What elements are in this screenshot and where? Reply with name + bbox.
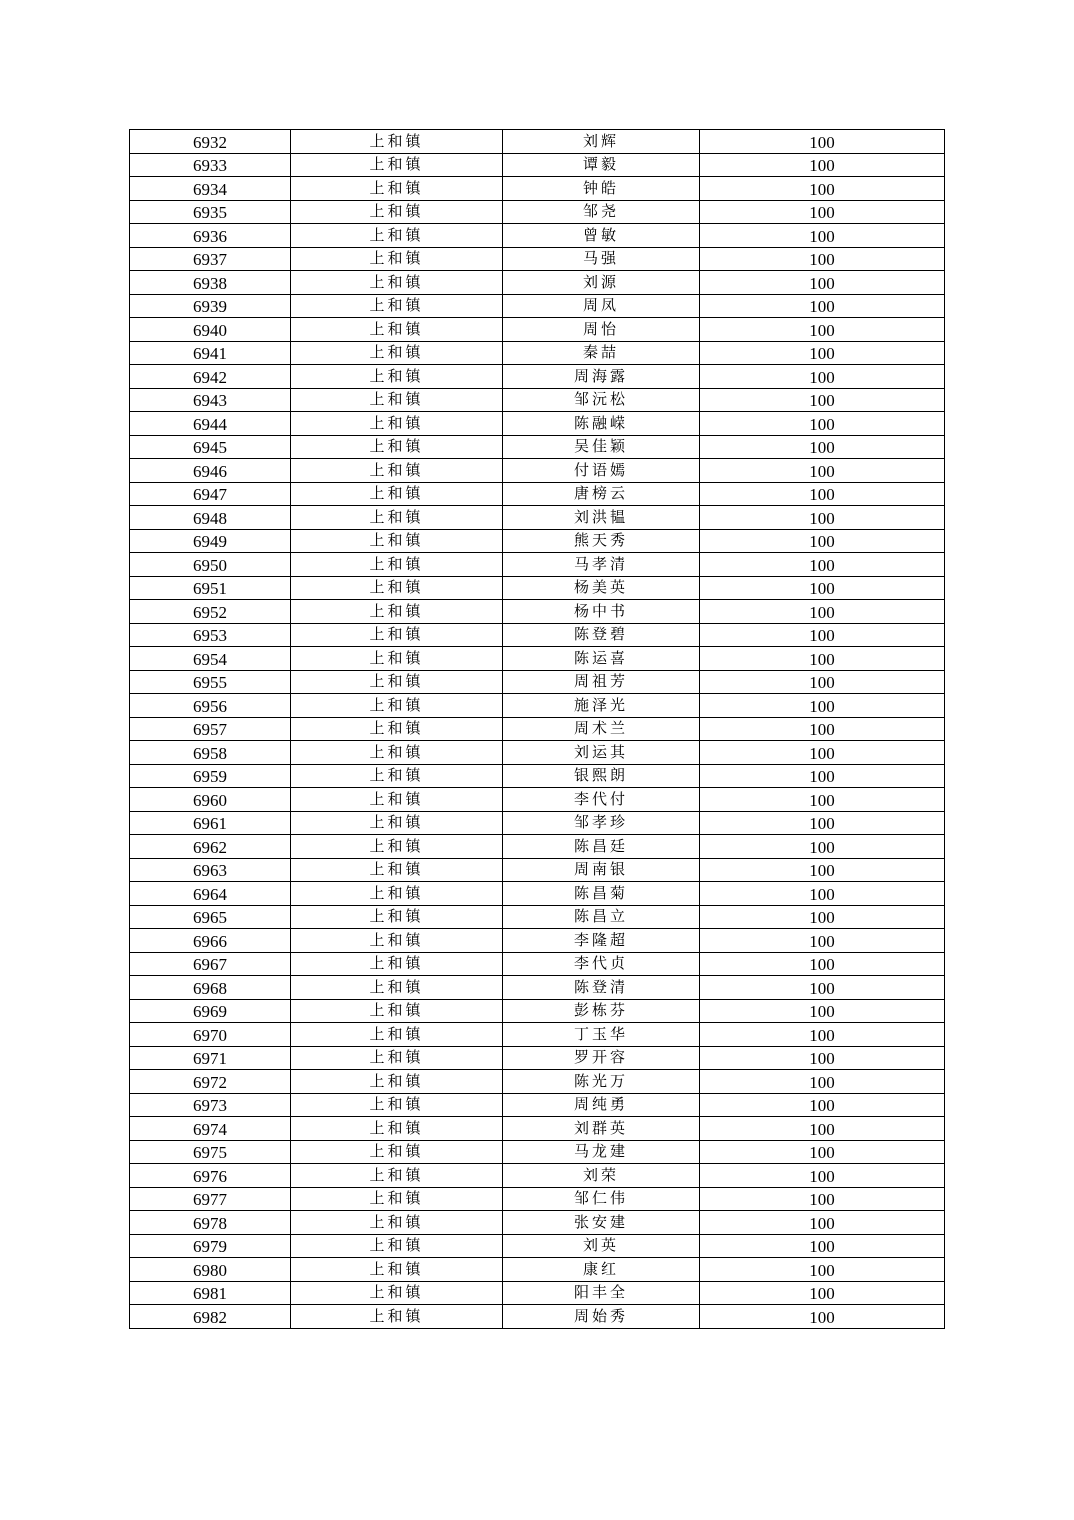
serial-number-cell: 6974 bbox=[130, 1117, 291, 1141]
person-name-cell: 陈登碧 bbox=[503, 623, 700, 647]
serial-number-cell: 6963 bbox=[130, 858, 291, 882]
table-row bbox=[130, 1164, 945, 1188]
town-cell: 上和镇 bbox=[291, 1023, 503, 1047]
town-cell: 上和镇 bbox=[291, 576, 503, 600]
person-name-cell: 周凤 bbox=[503, 294, 700, 318]
serial-number-cell: 6941 bbox=[130, 341, 291, 365]
serial-number-cell: 6944 bbox=[130, 412, 291, 436]
amount-cell: 100 bbox=[700, 1093, 945, 1117]
town-cell: 上和镇 bbox=[291, 506, 503, 530]
serial-number-cell: 6958 bbox=[130, 741, 291, 765]
serial-number-cell: 6977 bbox=[130, 1187, 291, 1211]
serial-number-cell: 6972 bbox=[130, 1070, 291, 1094]
subsidy-list-table bbox=[129, 129, 945, 1329]
person-name-cell: 李代付 bbox=[503, 788, 700, 812]
person-name-cell: 吴佳颖 bbox=[503, 435, 700, 459]
amount-cell: 100 bbox=[700, 1164, 945, 1188]
person-name-cell: 钟皓 bbox=[503, 177, 700, 201]
table-row bbox=[130, 200, 945, 224]
table-row bbox=[130, 153, 945, 177]
town-cell: 上和镇 bbox=[291, 200, 503, 224]
amount-cell: 100 bbox=[700, 811, 945, 835]
person-name-cell: 彭栋芬 bbox=[503, 999, 700, 1023]
town-cell: 上和镇 bbox=[291, 952, 503, 976]
serial-number-cell: 6954 bbox=[130, 647, 291, 671]
amount-cell: 100 bbox=[700, 1046, 945, 1070]
serial-number-cell: 6949 bbox=[130, 529, 291, 553]
table-row bbox=[130, 835, 945, 859]
town-cell: 上和镇 bbox=[291, 294, 503, 318]
town-cell: 上和镇 bbox=[291, 788, 503, 812]
amount-cell: 100 bbox=[700, 647, 945, 671]
amount-cell: 100 bbox=[700, 224, 945, 248]
person-name-cell: 陈昌立 bbox=[503, 905, 700, 929]
amount-cell: 100 bbox=[700, 1211, 945, 1235]
amount-cell: 100 bbox=[700, 882, 945, 906]
serial-number-cell: 6975 bbox=[130, 1140, 291, 1164]
town-cell: 上和镇 bbox=[291, 764, 503, 788]
serial-number-cell: 6970 bbox=[130, 1023, 291, 1047]
table-row bbox=[130, 1258, 945, 1282]
town-cell: 上和镇 bbox=[291, 247, 503, 271]
table-row bbox=[130, 717, 945, 741]
town-cell: 上和镇 bbox=[291, 365, 503, 389]
table-row bbox=[130, 882, 945, 906]
amount-cell: 100 bbox=[700, 905, 945, 929]
serial-number-cell: 6945 bbox=[130, 435, 291, 459]
amount-cell: 100 bbox=[700, 600, 945, 624]
amount-cell: 100 bbox=[700, 553, 945, 577]
serial-number-cell: 6935 bbox=[130, 200, 291, 224]
town-cell: 上和镇 bbox=[291, 1140, 503, 1164]
serial-number-cell: 6976 bbox=[130, 1164, 291, 1188]
table-row bbox=[130, 670, 945, 694]
person-name-cell: 曾敏 bbox=[503, 224, 700, 248]
serial-number-cell: 6950 bbox=[130, 553, 291, 577]
serial-number-cell: 6973 bbox=[130, 1093, 291, 1117]
amount-cell: 100 bbox=[700, 764, 945, 788]
table-row bbox=[130, 412, 945, 436]
town-cell: 上和镇 bbox=[291, 929, 503, 953]
town-cell: 上和镇 bbox=[291, 600, 503, 624]
serial-number-cell: 6971 bbox=[130, 1046, 291, 1070]
person-name-cell: 刘荣 bbox=[503, 1164, 700, 1188]
table-row bbox=[130, 905, 945, 929]
serial-number-cell: 6933 bbox=[130, 153, 291, 177]
table-row bbox=[130, 623, 945, 647]
serial-number-cell: 6980 bbox=[130, 1258, 291, 1282]
amount-cell: 100 bbox=[700, 623, 945, 647]
person-name-cell: 丁玉华 bbox=[503, 1023, 700, 1047]
person-name-cell: 付语嫣 bbox=[503, 459, 700, 483]
town-cell: 上和镇 bbox=[291, 224, 503, 248]
town-cell: 上和镇 bbox=[291, 388, 503, 412]
serial-number-cell: 6940 bbox=[130, 318, 291, 342]
table-row bbox=[130, 764, 945, 788]
town-cell: 上和镇 bbox=[291, 694, 503, 718]
person-name-cell: 陈运喜 bbox=[503, 647, 700, 671]
amount-cell: 100 bbox=[700, 717, 945, 741]
person-name-cell: 阳丰全 bbox=[503, 1281, 700, 1305]
serial-number-cell: 6952 bbox=[130, 600, 291, 624]
table-row bbox=[130, 929, 945, 953]
serial-number-cell: 6960 bbox=[130, 788, 291, 812]
serial-number-cell: 6966 bbox=[130, 929, 291, 953]
town-cell: 上和镇 bbox=[291, 835, 503, 859]
serial-number-cell: 6967 bbox=[130, 952, 291, 976]
person-name-cell: 周祖芳 bbox=[503, 670, 700, 694]
amount-cell: 100 bbox=[700, 506, 945, 530]
document-page bbox=[129, 129, 944, 1329]
serial-number-cell: 6961 bbox=[130, 811, 291, 835]
serial-number-cell: 6982 bbox=[130, 1305, 291, 1329]
amount-cell: 100 bbox=[700, 435, 945, 459]
serial-number-cell: 6946 bbox=[130, 459, 291, 483]
serial-number-cell: 6942 bbox=[130, 365, 291, 389]
town-cell: 上和镇 bbox=[291, 1211, 503, 1235]
serial-number-cell: 6978 bbox=[130, 1211, 291, 1235]
serial-number-cell: 6937 bbox=[130, 247, 291, 271]
serial-number-cell: 6965 bbox=[130, 905, 291, 929]
amount-cell: 100 bbox=[700, 1258, 945, 1282]
table-row bbox=[130, 1211, 945, 1235]
person-name-cell: 马孝清 bbox=[503, 553, 700, 577]
town-cell: 上和镇 bbox=[291, 1234, 503, 1258]
amount-cell: 100 bbox=[700, 318, 945, 342]
person-name-cell: 张安建 bbox=[503, 1211, 700, 1235]
amount-cell: 100 bbox=[700, 1070, 945, 1094]
amount-cell: 100 bbox=[700, 999, 945, 1023]
amount-cell: 100 bbox=[700, 388, 945, 412]
person-name-cell: 陈融嵘 bbox=[503, 412, 700, 436]
town-cell: 上和镇 bbox=[291, 717, 503, 741]
table-row bbox=[130, 177, 945, 201]
person-name-cell: 刘源 bbox=[503, 271, 700, 295]
town-cell: 上和镇 bbox=[291, 459, 503, 483]
town-cell: 上和镇 bbox=[291, 858, 503, 882]
table-row bbox=[130, 459, 945, 483]
table-row bbox=[130, 318, 945, 342]
person-name-cell: 康红 bbox=[503, 1258, 700, 1282]
town-cell: 上和镇 bbox=[291, 882, 503, 906]
town-cell: 上和镇 bbox=[291, 623, 503, 647]
person-name-cell: 施泽光 bbox=[503, 694, 700, 718]
amount-cell: 100 bbox=[700, 459, 945, 483]
serial-number-cell: 6938 bbox=[130, 271, 291, 295]
person-name-cell: 罗开容 bbox=[503, 1046, 700, 1070]
table-row bbox=[130, 553, 945, 577]
town-cell: 上和镇 bbox=[291, 529, 503, 553]
amount-cell: 100 bbox=[700, 365, 945, 389]
table-body bbox=[130, 130, 945, 1329]
town-cell: 上和镇 bbox=[291, 1117, 503, 1141]
amount-cell: 100 bbox=[700, 1305, 945, 1329]
person-name-cell: 银熙朗 bbox=[503, 764, 700, 788]
amount-cell: 100 bbox=[700, 858, 945, 882]
town-cell: 上和镇 bbox=[291, 1164, 503, 1188]
serial-number-cell: 6964 bbox=[130, 882, 291, 906]
table-row bbox=[130, 529, 945, 553]
person-name-cell: 熊天秀 bbox=[503, 529, 700, 553]
town-cell: 上和镇 bbox=[291, 153, 503, 177]
town-cell: 上和镇 bbox=[291, 318, 503, 342]
town-cell: 上和镇 bbox=[291, 976, 503, 1000]
person-name-cell: 杨美英 bbox=[503, 576, 700, 600]
table-row bbox=[130, 365, 945, 389]
table-row bbox=[130, 1070, 945, 1094]
person-name-cell: 周始秀 bbox=[503, 1305, 700, 1329]
serial-number-cell: 6981 bbox=[130, 1281, 291, 1305]
person-name-cell: 李代贞 bbox=[503, 952, 700, 976]
table-row bbox=[130, 435, 945, 459]
town-cell: 上和镇 bbox=[291, 1258, 503, 1282]
table-row bbox=[130, 576, 945, 600]
table-row bbox=[130, 294, 945, 318]
table-row bbox=[130, 741, 945, 765]
town-cell: 上和镇 bbox=[291, 1093, 503, 1117]
person-name-cell: 刘洪韫 bbox=[503, 506, 700, 530]
person-name-cell: 马龙建 bbox=[503, 1140, 700, 1164]
table-row bbox=[130, 482, 945, 506]
amount-cell: 100 bbox=[700, 788, 945, 812]
table-row bbox=[130, 1117, 945, 1141]
person-name-cell: 周怡 bbox=[503, 318, 700, 342]
person-name-cell: 刘英 bbox=[503, 1234, 700, 1258]
person-name-cell: 谭毅 bbox=[503, 153, 700, 177]
amount-cell: 100 bbox=[700, 1281, 945, 1305]
table-row bbox=[130, 1093, 945, 1117]
table-row bbox=[130, 1023, 945, 1047]
person-name-cell: 刘辉 bbox=[503, 130, 700, 154]
town-cell: 上和镇 bbox=[291, 435, 503, 459]
town-cell: 上和镇 bbox=[291, 341, 503, 365]
person-name-cell: 周海露 bbox=[503, 365, 700, 389]
amount-cell: 100 bbox=[700, 1023, 945, 1047]
amount-cell: 100 bbox=[700, 670, 945, 694]
person-name-cell: 周术兰 bbox=[503, 717, 700, 741]
table-row bbox=[130, 1046, 945, 1070]
town-cell: 上和镇 bbox=[291, 271, 503, 295]
person-name-cell: 周南银 bbox=[503, 858, 700, 882]
town-cell: 上和镇 bbox=[291, 1046, 503, 1070]
town-cell: 上和镇 bbox=[291, 1070, 503, 1094]
town-cell: 上和镇 bbox=[291, 647, 503, 671]
table-row bbox=[130, 999, 945, 1023]
person-name-cell: 陈昌菊 bbox=[503, 882, 700, 906]
amount-cell: 100 bbox=[700, 529, 945, 553]
serial-number-cell: 6947 bbox=[130, 482, 291, 506]
amount-cell: 100 bbox=[700, 153, 945, 177]
amount-cell: 100 bbox=[700, 1187, 945, 1211]
table-row bbox=[130, 811, 945, 835]
table-row bbox=[130, 1234, 945, 1258]
table-row bbox=[130, 976, 945, 1000]
serial-number-cell: 6968 bbox=[130, 976, 291, 1000]
person-name-cell: 唐榜云 bbox=[503, 482, 700, 506]
amount-cell: 100 bbox=[700, 976, 945, 1000]
person-name-cell: 李隆超 bbox=[503, 929, 700, 953]
person-name-cell: 刘群英 bbox=[503, 1117, 700, 1141]
amount-cell: 100 bbox=[700, 130, 945, 154]
person-name-cell: 周纯勇 bbox=[503, 1093, 700, 1117]
table-row bbox=[130, 1281, 945, 1305]
table-row bbox=[130, 341, 945, 365]
person-name-cell: 刘运其 bbox=[503, 741, 700, 765]
serial-number-cell: 6943 bbox=[130, 388, 291, 412]
amount-cell: 100 bbox=[700, 1234, 945, 1258]
serial-number-cell: 6962 bbox=[130, 835, 291, 859]
table-row bbox=[130, 1140, 945, 1164]
town-cell: 上和镇 bbox=[291, 670, 503, 694]
person-name-cell: 马强 bbox=[503, 247, 700, 271]
table-row bbox=[130, 694, 945, 718]
table-row bbox=[130, 788, 945, 812]
person-name-cell: 邹孝珍 bbox=[503, 811, 700, 835]
serial-number-cell: 6957 bbox=[130, 717, 291, 741]
amount-cell: 100 bbox=[700, 294, 945, 318]
person-name-cell: 邹尧 bbox=[503, 200, 700, 224]
table-row bbox=[130, 600, 945, 624]
serial-number-cell: 6956 bbox=[130, 694, 291, 718]
serial-number-cell: 6932 bbox=[130, 130, 291, 154]
town-cell: 上和镇 bbox=[291, 177, 503, 201]
person-name-cell: 陈昌廷 bbox=[503, 835, 700, 859]
amount-cell: 100 bbox=[700, 929, 945, 953]
table-row bbox=[130, 1305, 945, 1329]
serial-number-cell: 6936 bbox=[130, 224, 291, 248]
serial-number-cell: 6959 bbox=[130, 764, 291, 788]
table-row bbox=[130, 952, 945, 976]
amount-cell: 100 bbox=[700, 835, 945, 859]
town-cell: 上和镇 bbox=[291, 741, 503, 765]
person-name-cell: 陈登清 bbox=[503, 976, 700, 1000]
serial-number-cell: 6969 bbox=[130, 999, 291, 1023]
serial-number-cell: 6953 bbox=[130, 623, 291, 647]
amount-cell: 100 bbox=[700, 741, 945, 765]
amount-cell: 100 bbox=[700, 576, 945, 600]
town-cell: 上和镇 bbox=[291, 130, 503, 154]
table-row bbox=[130, 858, 945, 882]
person-name-cell: 陈光万 bbox=[503, 1070, 700, 1094]
amount-cell: 100 bbox=[700, 952, 945, 976]
serial-number-cell: 6934 bbox=[130, 177, 291, 201]
serial-number-cell: 6955 bbox=[130, 670, 291, 694]
town-cell: 上和镇 bbox=[291, 1281, 503, 1305]
town-cell: 上和镇 bbox=[291, 905, 503, 929]
amount-cell: 100 bbox=[700, 341, 945, 365]
person-name-cell: 邹仁伟 bbox=[503, 1187, 700, 1211]
serial-number-cell: 6979 bbox=[130, 1234, 291, 1258]
amount-cell: 100 bbox=[700, 482, 945, 506]
amount-cell: 100 bbox=[700, 694, 945, 718]
table-row bbox=[130, 506, 945, 530]
table-row bbox=[130, 130, 945, 154]
person-name-cell: 秦喆 bbox=[503, 341, 700, 365]
town-cell: 上和镇 bbox=[291, 1187, 503, 1211]
town-cell: 上和镇 bbox=[291, 1305, 503, 1329]
serial-number-cell: 6939 bbox=[130, 294, 291, 318]
amount-cell: 100 bbox=[700, 177, 945, 201]
serial-number-cell: 6951 bbox=[130, 576, 291, 600]
serial-number-cell: 6948 bbox=[130, 506, 291, 530]
table-row bbox=[130, 647, 945, 671]
table-row bbox=[130, 271, 945, 295]
person-name-cell: 邹沅松 bbox=[503, 388, 700, 412]
amount-cell: 100 bbox=[700, 412, 945, 436]
person-name-cell: 杨中书 bbox=[503, 600, 700, 624]
table-row bbox=[130, 388, 945, 412]
amount-cell: 100 bbox=[700, 271, 945, 295]
town-cell: 上和镇 bbox=[291, 482, 503, 506]
table-row bbox=[130, 247, 945, 271]
table-row bbox=[130, 224, 945, 248]
town-cell: 上和镇 bbox=[291, 412, 503, 436]
amount-cell: 100 bbox=[700, 200, 945, 224]
amount-cell: 100 bbox=[700, 1140, 945, 1164]
town-cell: 上和镇 bbox=[291, 553, 503, 577]
town-cell: 上和镇 bbox=[291, 999, 503, 1023]
table-row bbox=[130, 1187, 945, 1211]
town-cell: 上和镇 bbox=[291, 811, 503, 835]
amount-cell: 100 bbox=[700, 247, 945, 271]
amount-cell: 100 bbox=[700, 1117, 945, 1141]
